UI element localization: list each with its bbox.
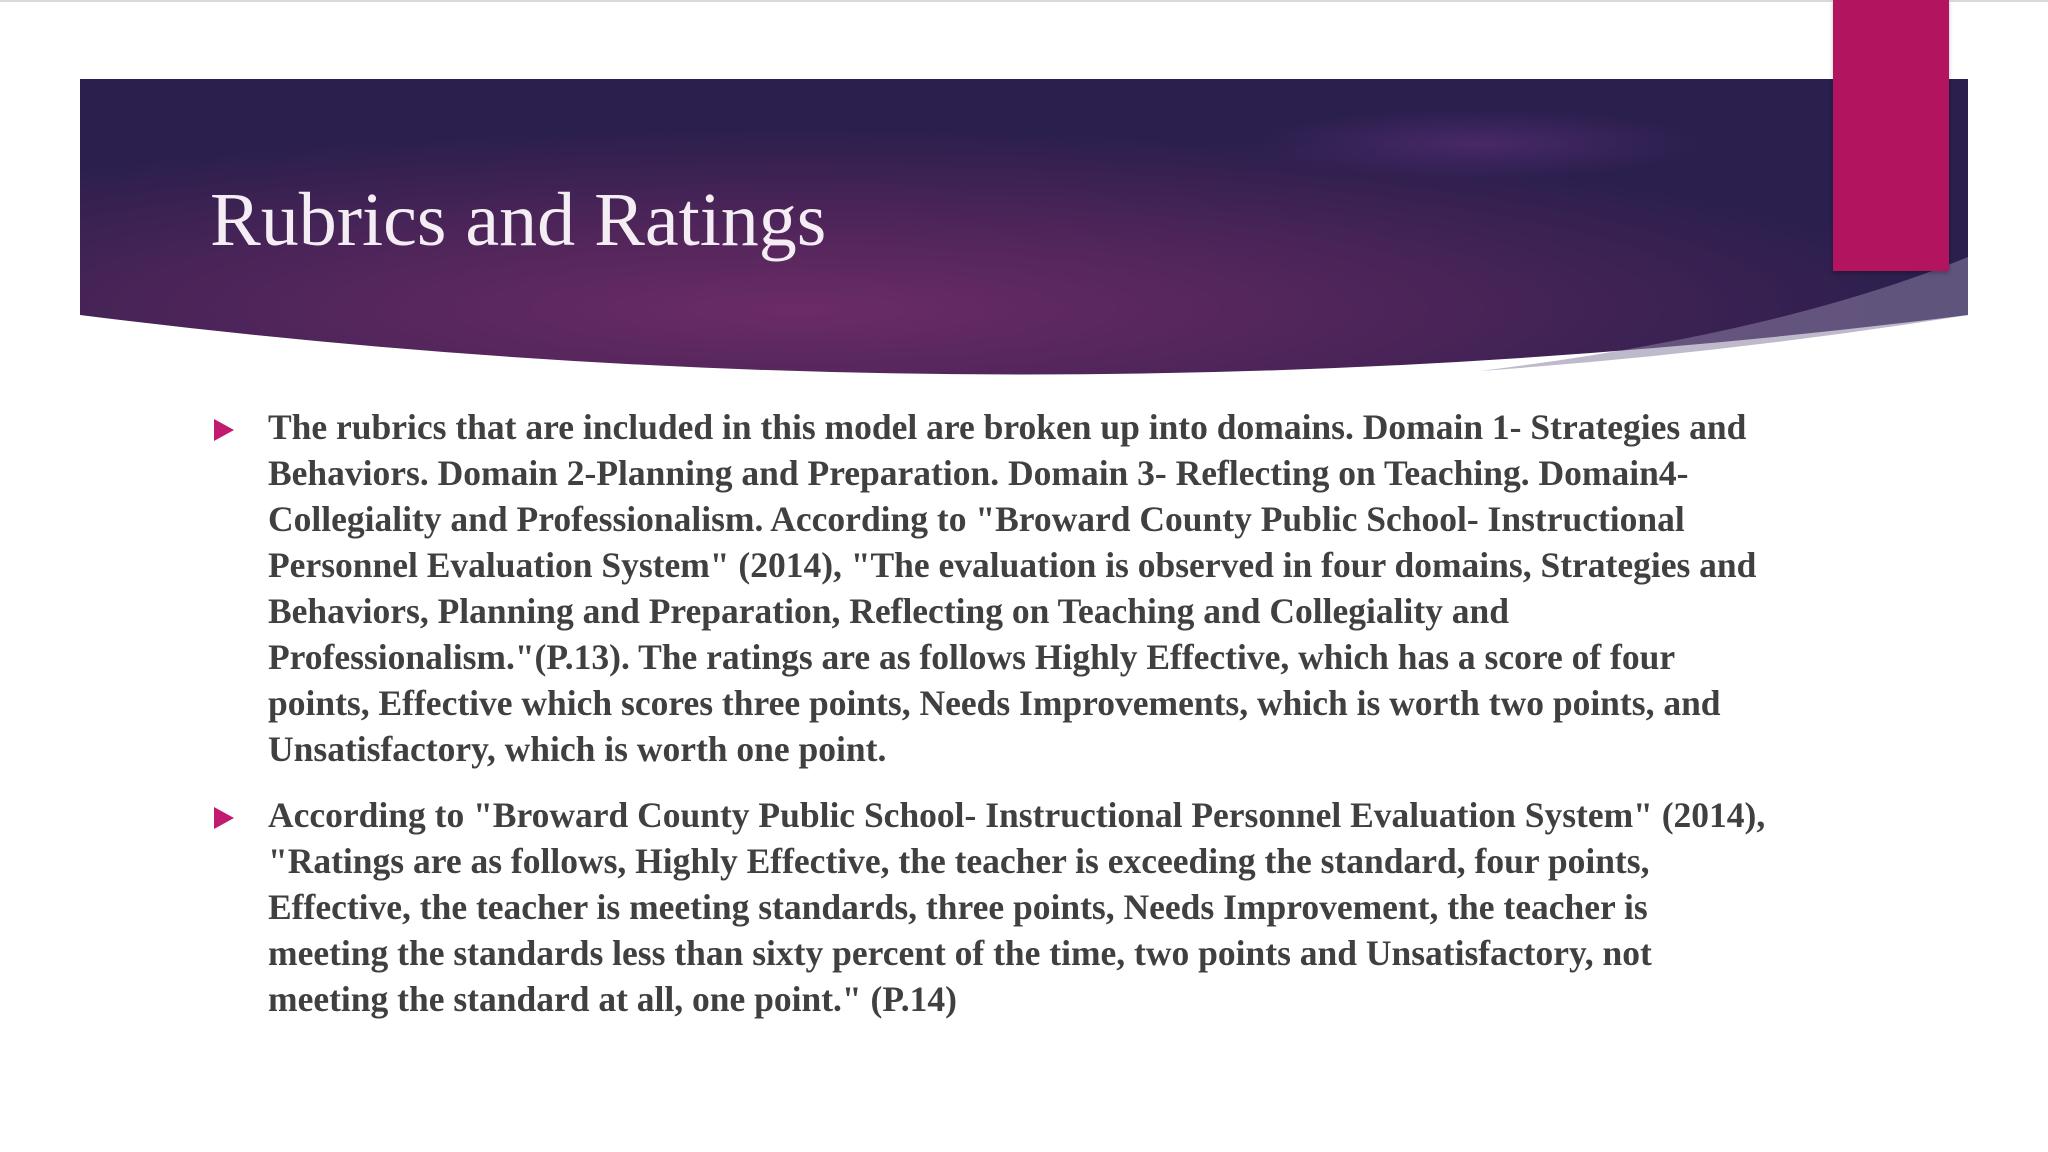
- bullet-text: The rubrics that are included in this model are broken up into domains. Domain 1- Strategies and Behaviors. Domain 2-Planning and Preparation. Domain 3- Reflecting on Teaching. Domain4-Collegiality and Professionalism. According to "Broward County Public School- Instructional Personnel Evaluation System" (2014), "The evaluation is observed in four domains, Strategies and Behaviors, Planning and Preparation, Reflecting on Teaching and Collegiality and Professionalism."(P.13). The ratings are as follows Highly Effective, which has a score of four points, Effective which scores three points, Needs Improvements, which is worth two points, and Unsatisfactory, which is worth one point.: [268, 407, 1757, 769]
- bullet-list: [210, 404, 1770, 1042]
- triangle-right-icon: [214, 419, 234, 441]
- slide: [80, 79, 1968, 1152]
- list-item: [210, 404, 1770, 772]
- slide-title: Rubrics and Ratings: [210, 178, 827, 262]
- triangle-right-icon: [214, 807, 234, 829]
- accent-tab: [1833, 0, 1949, 271]
- top-divider: [0, 0, 2048, 2]
- list-item: [210, 792, 1770, 1022]
- bullet-text: According to "Broward County Public School- Instructional Personnel Evaluation System" (2014), "Ratings are as follows, Highly Effective, the teacher is exceeding the standard, four points, Effective, the teacher is meeting standards, three points, Needs Improvement, the teacher is meeting the standards less than sixty percent of the time, two points and Unsatisfactory, not meeting the standard at all, one point." (P.14): [268, 795, 1766, 1019]
